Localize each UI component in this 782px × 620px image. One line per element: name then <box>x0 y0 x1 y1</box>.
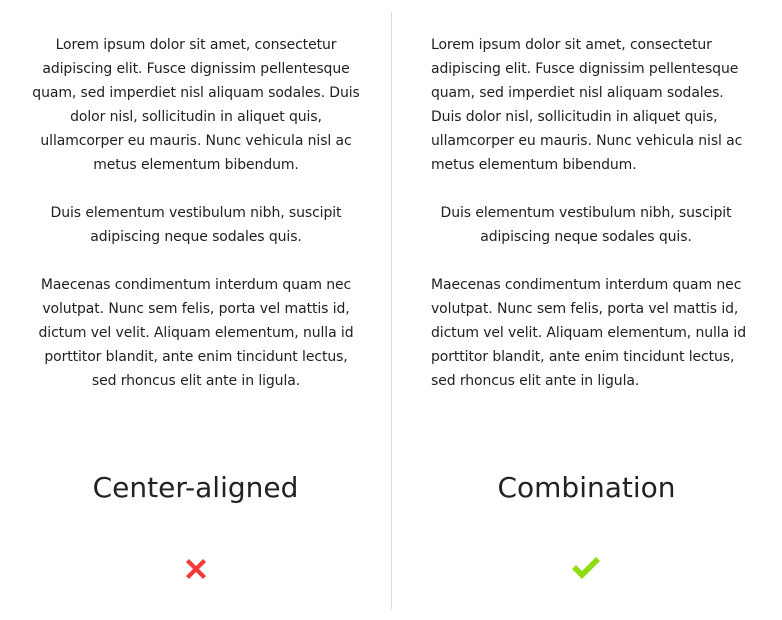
paragraph-2: Duis elementum vestibulum nibh, suscipit adipiscing neque sodales quis. <box>50 205 342 245</box>
center-aligned-example <box>30 33 362 417</box>
paragraph-1: Lorem ipsum dolor sit amet, consectetur adipiscing elit. Fusce dignissim pellentesque quam, sed imperdiet nisl aliquam sodales. Duis dolor nisl, sollicitudin in aliquet quis, ullamcorper eu mauris. Nunc vehicula nisl ac metus elementum bibendum. <box>32 37 360 173</box>
column-divider <box>391 12 392 609</box>
combination-label: Combination <box>497 471 676 504</box>
paragraph-3: Maecenas condimentum interdum quam nec volutpat. Nunc sem felis, porta vel mattis id, dictum vel velit. Aliquam elementum, nulla id porttitor blandit, ante enim tincidunt lectus, sed rhoncus elit ante in ligula. <box>38 277 354 389</box>
center-aligned-label: Center-aligned <box>92 471 299 504</box>
paragraph-1: Lorem ipsum dolor sit amet, consectetur adipiscing elit. Fusce dignissim pellentesque quam, sed imperdiet nisl aliquam sodales. Duis dolor nisl, sollicitudin in aliquet quis, ullamcorper eu mauris. Nunc vehicula nisl ac metus elementum bibendum. <box>431 37 743 173</box>
paragraph-3: Maecenas condimentum interdum quam nec volutpat. Nunc sem felis, porta vel mattis id, dictum vel velit. Aliquam elementum, nulla id porttitor blandit, ante enim tincidunt lectus, sed rhoncus elit ante in ligula. <box>431 277 746 389</box>
paragraph-2: Duis elementum vestibulum nibh, suscipit adipiscing neque sodales quis. <box>440 205 732 245</box>
checkmark-icon <box>570 553 602 585</box>
cross-icon <box>180 553 212 585</box>
combination-example <box>420 33 752 417</box>
